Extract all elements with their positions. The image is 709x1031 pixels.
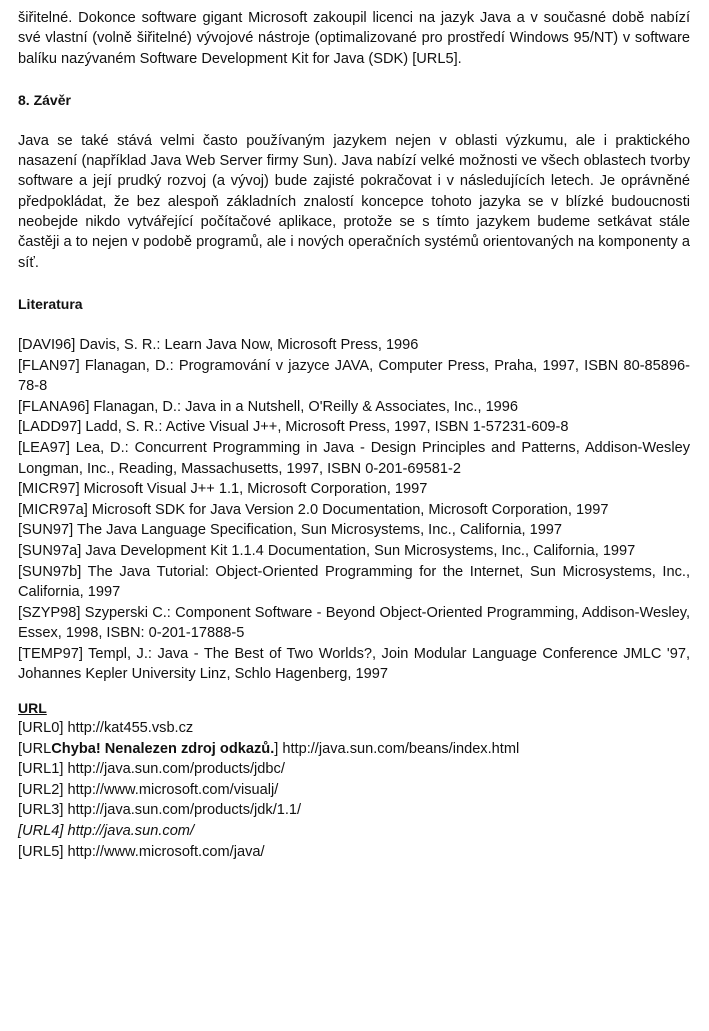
reference-item: [FLAN97] Flanagan, D.: Programování v jazyce JAVA, Computer Press, Praha, 1997, ISBN 80-85896-78-8: [18, 357, 690, 395]
url-item: [URL1] http://java.sun.com/products/jdbc/: [18, 761, 285, 778]
reference-list: [18, 335, 690, 685]
document-page: [18, 8, 690, 862]
reference-item: [SUN97a] Java Development Kit 1.1.4 Documentation, Sun Microsystems, Inc., California, 1997: [18, 542, 636, 559]
reference-item: [DAVI96] Davis, S. R.: Learn Java Now, Microsoft Press, 1996: [18, 336, 419, 353]
url-missing-prefix: [URL: [18, 740, 52, 757]
conclusion-paragraph: Java se také stává velmi často používaným jazykem nejen v oblasti výzkumu, ale i praktického nasazení (například Java Web Server firmy Sun). Java nabízí velké možnosti ve všech oblastech tvorby software a její prudký rozvoj (a vývoj) bude zajisté pokračovat i v následujících letech. Je oprávněné předpokládat, že bez alespoň základních znalostí koncepce tohoto jazyka se v blízké budoucnosti neobejde nikdo vytvářející počítačové aplikace, protože se s tímto jazykem budeme setkávat stále častěji a to nejen v podobě programů, ale i nových operačních systémů orientovaných na komponenty a síť.: [18, 132, 690, 271]
url-item: [URL2] http://www.microsoft.com/visualj/: [18, 781, 279, 798]
url-heading: URL: [18, 700, 47, 717]
reference-item: [LEA97] Lea, D.: Concurrent Programming in Java - Design Principles and Patterns, Addison-Wesley Longman, Inc., Reading, Massachusetts, 1997, ISBN 0-201-69581-2: [18, 439, 690, 477]
url-missing-suffix: ] http://java.sun.com/beans/index.html: [274, 740, 520, 757]
intro-paragraph: šiřitelné. Dokonce software gigant Microsoft zakoupil licenci na jazyk Java a v současné době nabízí své vlastní (volně šiřitelné) vývojové nástroje (optimalizované pro prostředí Windows 95/NT) v software balíku nazývaném Software Development Kit for Java (SDK) [URL5].: [18, 10, 690, 67]
reference-item: [LADD97] Ladd, S. R.: Active Visual J++, Microsoft Press, 1997, ISBN 1-57231-609-8: [18, 419, 569, 436]
reference-item: [SZYP98] Szyperski C.: Component Software - Beyond Object-Oriented Programming, Addison-Wesley, Essex, 1998, ISBN: 0-201-17888-5: [18, 604, 690, 642]
reference-item: [MICR97a] Microsoft SDK for Java Version 2.0 Documentation, Microsoft Corporation, 1997: [18, 501, 609, 518]
url-item: [URL4] http://java.sun.com/: [18, 823, 195, 840]
reference-item: [TEMP97] Templ, J.: Java - The Best of Two Worlds?, Join Modular Language Conference JMLC '97, Johannes Kepler University Linz, Schlo Hagenberg, 1997: [18, 645, 690, 683]
reference-item: [SUN97b] The Java Tutorial: Object-Oriented Programming for the Internet, Sun Microsystems, Inc., California, 1997: [18, 563, 690, 601]
reference-item: [SUN97] The Java Language Specification, Sun Microsystems, Inc., California, 1997: [18, 522, 563, 539]
reference-item: [FLANA96] Flanagan, D.: Java in a Nutshell, O'Reilly & Associates, Inc., 1996: [18, 398, 519, 415]
url-item-missing-source: [18, 739, 690, 760]
url-item: [URL0] http://kat455.vsb.cz: [18, 720, 194, 737]
url-item: [URL3] http://java.sun.com/products/jdk/1.1/: [18, 802, 302, 819]
section-heading-conclusion: 8. Závěr: [18, 91, 71, 108]
missing-source-error: Chybа! Nenalezen zdroj odkazů.: [51, 740, 275, 757]
reference-item: [MICR97] Microsoft Visual J++ 1.1, Microsoft Corporation, 1997: [18, 481, 428, 498]
url-list: [18, 718, 690, 862]
literature-heading: Literatura: [18, 295, 83, 312]
url-item: [URL5] http://www.microsoft.com/java/: [18, 843, 265, 860]
